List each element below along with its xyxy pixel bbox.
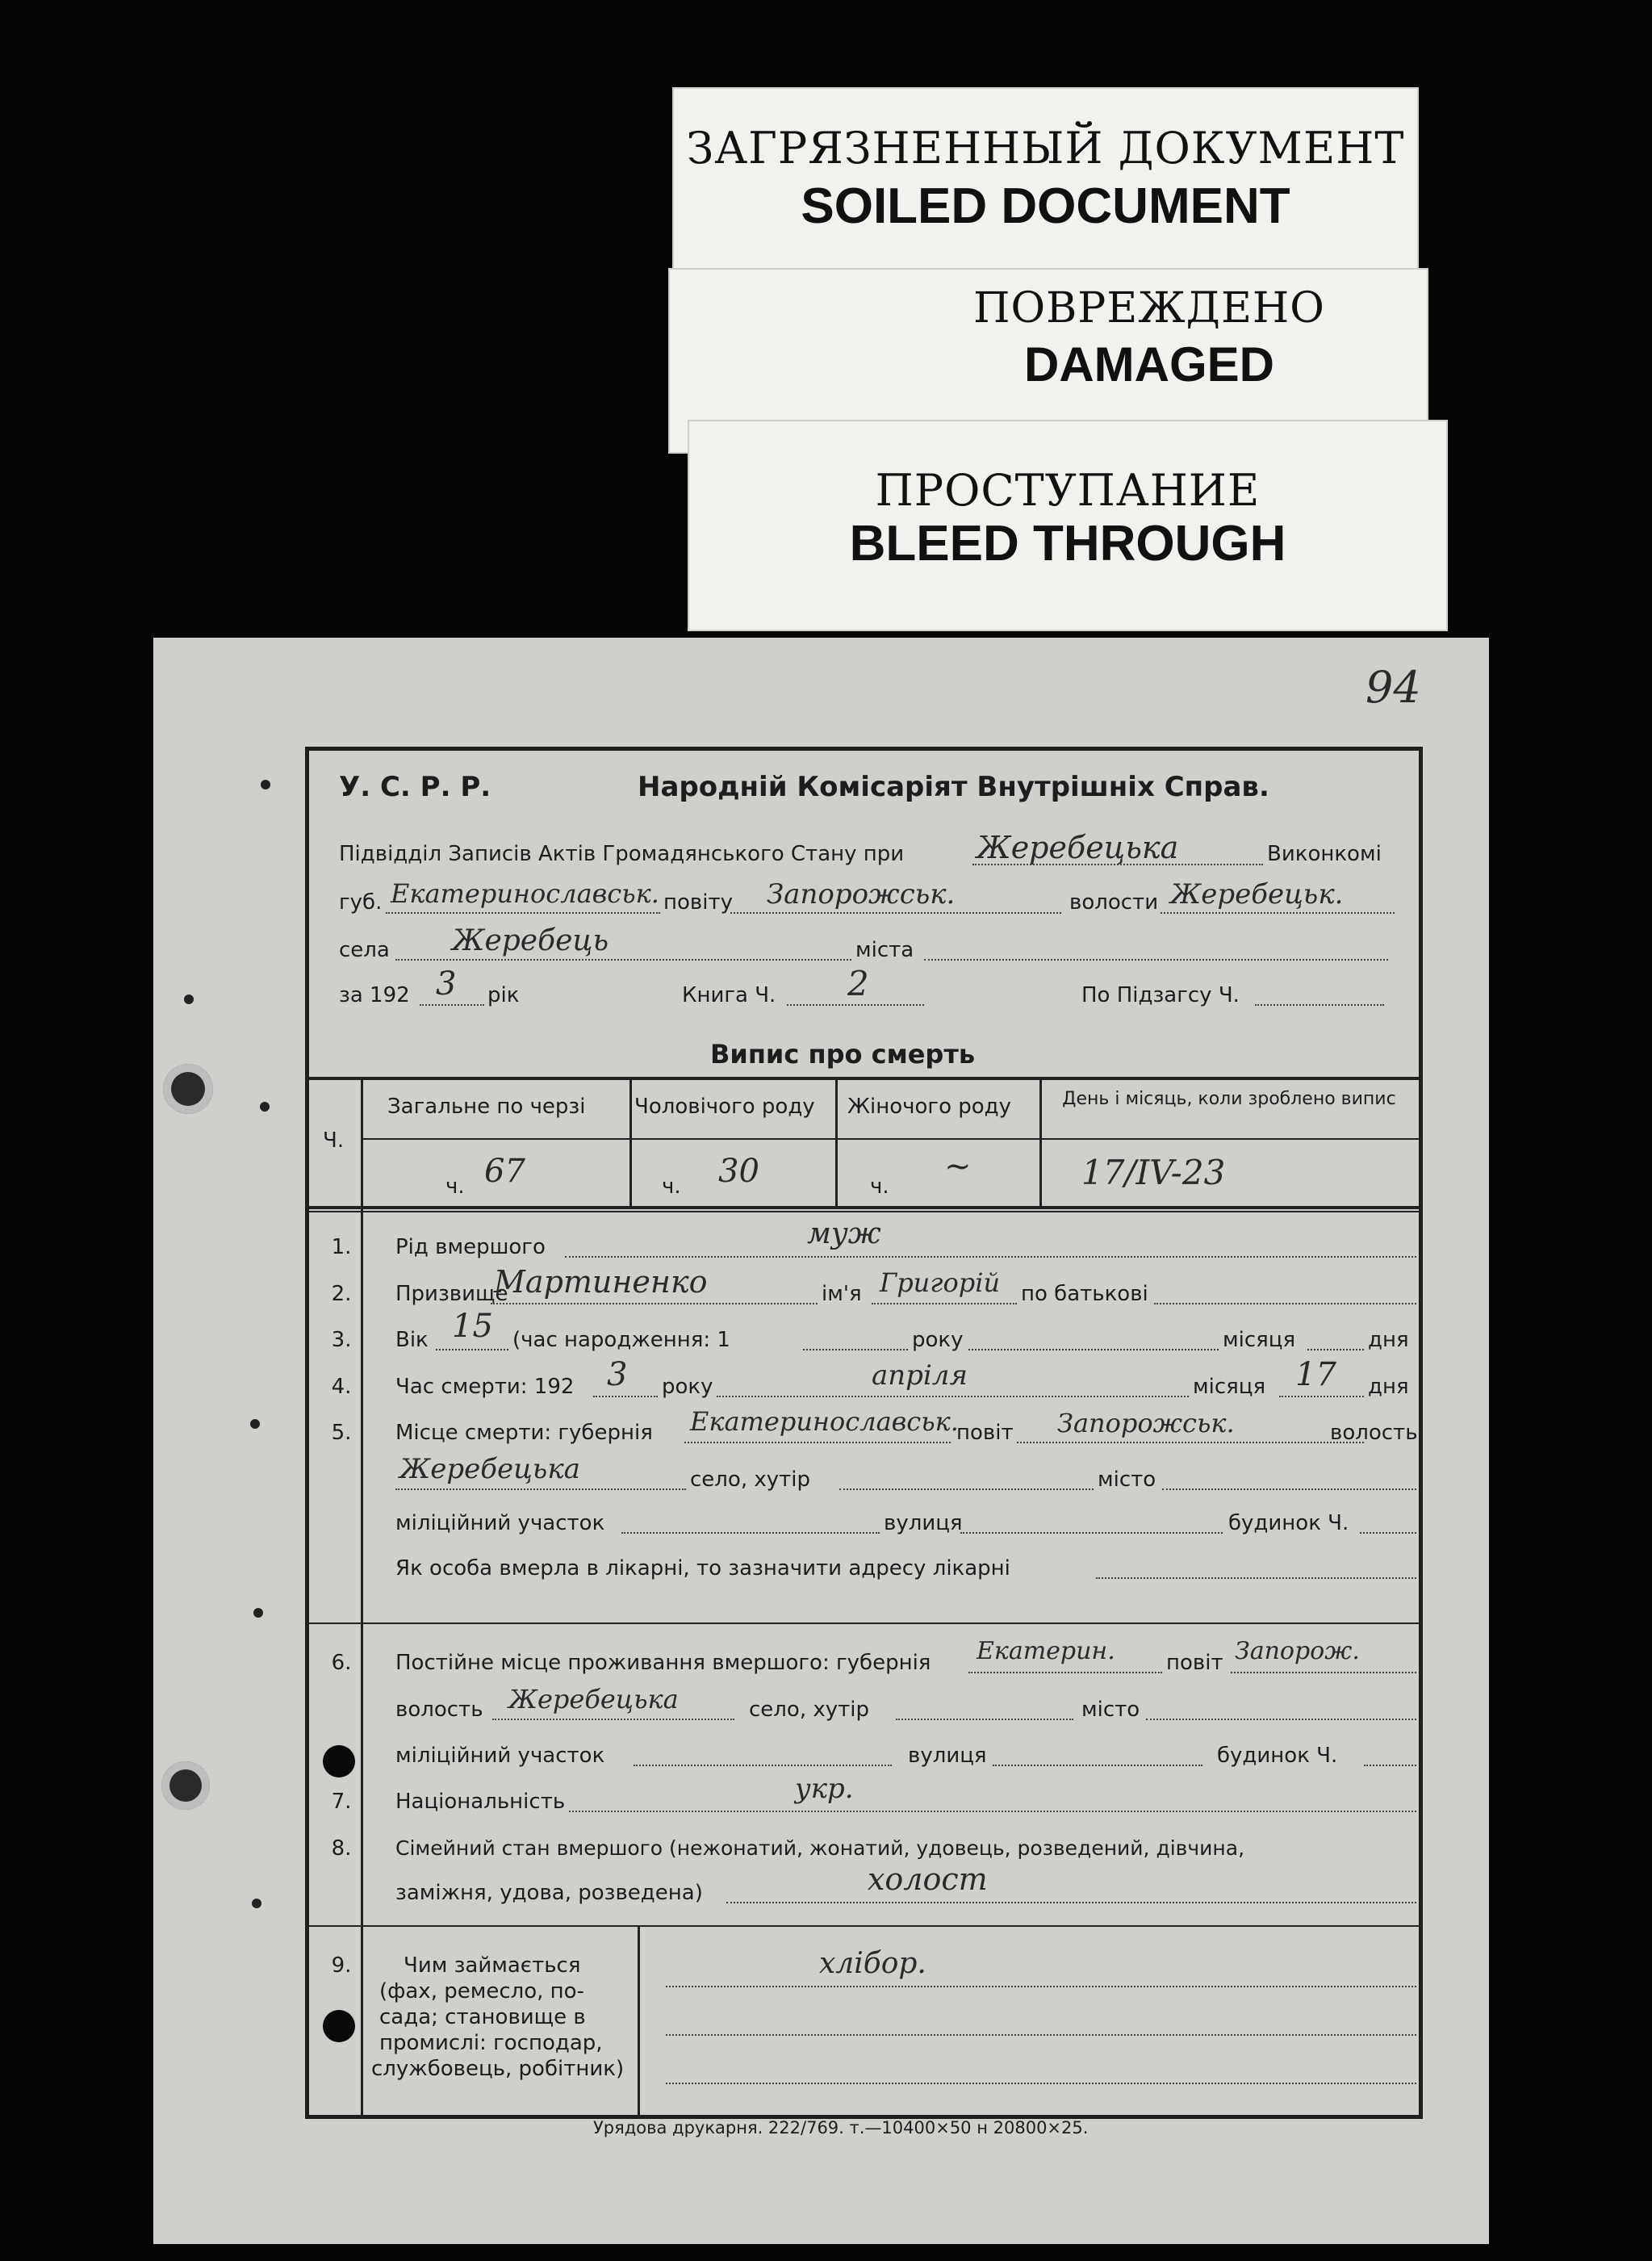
item-5-label-street: вулиця bbox=[884, 1511, 963, 1535]
item-1-label: Рід вмершого bbox=[395, 1235, 546, 1259]
item-6-label-volost: волость bbox=[395, 1698, 483, 1722]
item-5-label-selo: село, хутір bbox=[690, 1468, 810, 1492]
punch-hole-ring bbox=[163, 1064, 213, 1114]
item-5-gub: Екатеринославськ. bbox=[690, 1406, 959, 1437]
page-number: 94 bbox=[1366, 662, 1421, 713]
gub-handwritten: Екатеринославськ. bbox=[391, 878, 659, 909]
povit-underline bbox=[730, 912, 1061, 914]
item-5-label-militia: міліційний участок bbox=[395, 1511, 605, 1535]
gub-underline bbox=[386, 912, 660, 914]
item-6-label-povit: повіт bbox=[1166, 1651, 1223, 1675]
item-4-month: апріля bbox=[872, 1359, 968, 1392]
item-6-underline bbox=[896, 1719, 1073, 1720]
mista-label: міста bbox=[855, 938, 914, 962]
item-7-nationality: укр. bbox=[795, 1773, 854, 1805]
table-col-female: Жіночого роду bbox=[847, 1095, 1012, 1119]
item-9-label: сада; становище в bbox=[379, 2005, 586, 2029]
table-col-rule bbox=[835, 1077, 838, 1206]
item-5-label-povit: повіт bbox=[956, 1421, 1014, 1445]
item-5-underline bbox=[395, 1488, 686, 1490]
item-6-underline bbox=[1146, 1719, 1416, 1720]
section-rule bbox=[309, 1925, 1419, 1927]
povit-label: повіту bbox=[663, 890, 733, 915]
item-6-label-house: будинок Ч. bbox=[1217, 1744, 1338, 1768]
item-2-underline bbox=[1154, 1303, 1416, 1304]
item-number: 1. bbox=[331, 1235, 352, 1259]
year-label: за 192 bbox=[339, 983, 410, 1007]
kniga-underline bbox=[787, 1004, 924, 1006]
item-3-label-year: року bbox=[912, 1328, 964, 1352]
item-9-label: промислі: господар, bbox=[379, 2031, 603, 2055]
item-9-underline bbox=[666, 2034, 1416, 2036]
printer-imprint: Урядова друкарня. 222/769. т.—10400×50 н 20800×25. bbox=[593, 2118, 1089, 2137]
item-5-underline bbox=[621, 1532, 880, 1534]
ink-dot bbox=[184, 994, 194, 1004]
item-2-underline bbox=[491, 1303, 818, 1304]
item-6-underline bbox=[634, 1765, 892, 1766]
ink-dot bbox=[252, 1899, 261, 1908]
item-7-underline bbox=[569, 1811, 1416, 1812]
item-number: 5. bbox=[331, 1421, 352, 1445]
item-3-label-birth: (час народження: 1 bbox=[512, 1328, 730, 1352]
item-number: 4. bbox=[331, 1375, 352, 1399]
table-val-female: ~ bbox=[944, 1148, 972, 1185]
soiled-document-card bbox=[672, 87, 1419, 297]
sela-label: села bbox=[339, 938, 390, 962]
item-6-underline bbox=[968, 1672, 1162, 1673]
item-6-gub: Екатерин. bbox=[977, 1637, 1115, 1665]
sela-underline bbox=[395, 959, 851, 961]
kniga-label: Книга Ч. bbox=[682, 983, 776, 1007]
item-5-label-place: Місце смерти: губернія bbox=[395, 1421, 653, 1445]
ink-dot bbox=[261, 780, 270, 789]
commissariat-title: Народній Комісаріят Внутрішніх Справ. bbox=[638, 771, 1269, 803]
table-col-rule bbox=[629, 1077, 632, 1206]
item-3-underline bbox=[1307, 1349, 1364, 1350]
item-8-label: Сімейний стан вмершого (нежонатий, жонатий, удовець, розведений, дівчина, bbox=[395, 1836, 1245, 1860]
item-3-age: 15 bbox=[452, 1308, 493, 1345]
item-9-underline bbox=[666, 1986, 1416, 1987]
item-5-underline bbox=[960, 1532, 1223, 1534]
table-col-date: День і місяць, коли зроблено випис bbox=[1062, 1089, 1396, 1109]
povit-handwritten: Запорожськ. bbox=[767, 878, 956, 911]
item-4-day: 17 bbox=[1295, 1356, 1336, 1393]
item-1-underline bbox=[565, 1256, 1416, 1258]
item-8-status: холост bbox=[868, 1861, 988, 1897]
item-5-underline bbox=[1096, 1577, 1416, 1579]
item-2-label-name: ім'я bbox=[822, 1282, 862, 1306]
table-val-male: 30 bbox=[718, 1153, 759, 1190]
table-val-date: 17/IV-23 bbox=[1081, 1153, 1226, 1192]
soiled-ru-label: ЗАГРЯЗНЕННЫЙ ДОКУМЕНТ bbox=[686, 123, 1405, 174]
soiled-en-label: SOILED DOCUMENT bbox=[801, 178, 1290, 234]
item-1-handwritten: муж bbox=[807, 1217, 881, 1250]
item-4-label-year: року bbox=[662, 1375, 713, 1399]
table-ch-prefix: ч. bbox=[870, 1174, 889, 1199]
item-4-year: 3 bbox=[607, 1356, 628, 1393]
item-number: 2. bbox=[331, 1282, 352, 1306]
item-5-label-house: будинок Ч. bbox=[1228, 1511, 1349, 1535]
item-2-surname: Мартиненко bbox=[494, 1264, 708, 1300]
table-col-total: Загальне по черзі bbox=[387, 1095, 586, 1119]
section-rule bbox=[309, 1211, 1419, 1212]
item-number: 8. bbox=[331, 1836, 352, 1861]
item-4-label-day: дня bbox=[1368, 1375, 1409, 1399]
item-9-label: (фах, ремесло, по- bbox=[379, 1979, 584, 2003]
item-6-label-militia: міліційний участок bbox=[395, 1744, 605, 1768]
year-handwritten: 3 bbox=[436, 965, 457, 1003]
item-6-label-residence: Постійне місце проживання вмершого: губернія bbox=[395, 1651, 931, 1675]
bleed-en-label: BLEED THROUGH bbox=[849, 516, 1286, 572]
item-4-underline bbox=[593, 1396, 658, 1397]
rik-label: рік bbox=[487, 983, 520, 1007]
item-5-label-volost: волость bbox=[1330, 1421, 1418, 1445]
item-6-label-misto: місто bbox=[1081, 1698, 1140, 1722]
table-ch-prefix: ч. bbox=[445, 1174, 465, 1199]
office-line-end: Виконкомі bbox=[1267, 842, 1382, 866]
volost-underline bbox=[1161, 912, 1395, 914]
office-line-label: Підвідділ Записів Актів Громадянського Стану при bbox=[339, 842, 905, 866]
item-number: 3. bbox=[331, 1328, 352, 1352]
damaged-ru-label: ПОВРЕЖДЕНО bbox=[973, 284, 1325, 333]
table-ch-prefix: ч. bbox=[662, 1174, 681, 1199]
item-number: 9. bbox=[331, 1953, 352, 1978]
number-column-rule bbox=[361, 1206, 363, 2118]
volost-handwritten: Жеребецьк. bbox=[1170, 878, 1344, 911]
item-5-underline bbox=[839, 1488, 1094, 1490]
item-5-povit: Запорожськ. bbox=[1057, 1408, 1235, 1438]
item-5-label-misto: місто bbox=[1098, 1468, 1156, 1492]
ink-dot bbox=[260, 1102, 270, 1112]
item-6-underline bbox=[1364, 1765, 1416, 1766]
item-4-label-month: місяця bbox=[1193, 1375, 1266, 1399]
item-3-underline bbox=[968, 1349, 1219, 1350]
item-3-label-age: Вік bbox=[395, 1328, 429, 1352]
item-number: 7. bbox=[331, 1790, 352, 1814]
ink-dot bbox=[250, 1419, 260, 1429]
item-6-volost: Жеребецька bbox=[508, 1684, 679, 1715]
office-handwritten: Жеребецька bbox=[977, 830, 1179, 865]
table-val-total: 67 bbox=[484, 1153, 525, 1190]
item-5-underline bbox=[684, 1442, 951, 1443]
item-6-povit: Запорож. bbox=[1235, 1637, 1360, 1665]
item-4-underline bbox=[1279, 1396, 1364, 1397]
item-5-underline bbox=[1017, 1442, 1364, 1443]
item-5-underline bbox=[1162, 1488, 1416, 1490]
table-top-rule bbox=[309, 1077, 1419, 1080]
item-9-underline bbox=[666, 2083, 1416, 2084]
year-underline bbox=[420, 1004, 484, 1006]
item-2-label-patronymic: по батькові bbox=[1021, 1282, 1148, 1306]
item-6-label-street: вулиця bbox=[908, 1744, 987, 1768]
item-2-underline bbox=[872, 1303, 1017, 1304]
table-bottom-rule bbox=[309, 1206, 1419, 1209]
volost-label: волости bbox=[1069, 890, 1159, 915]
gub-label: губ. bbox=[339, 890, 383, 915]
table-col-rule bbox=[1039, 1077, 1042, 1206]
item-2-name: Григорій bbox=[880, 1267, 1001, 1298]
item-4-underline bbox=[717, 1396, 1189, 1397]
mista-underline bbox=[924, 959, 1388, 961]
occupation-column-rule bbox=[638, 1925, 640, 2119]
bleed-ru-label: ПРОСТУПАНИЕ bbox=[875, 465, 1261, 516]
item-3-underline bbox=[803, 1349, 908, 1350]
item-6-underline bbox=[993, 1765, 1202, 1766]
table-col-rule bbox=[361, 1077, 363, 1206]
sela-handwritten: Жеребець bbox=[452, 924, 609, 957]
ink-dot bbox=[253, 1608, 263, 1618]
item-8-label-cont: заміжня, удова, розведена) bbox=[395, 1881, 703, 1905]
bleed-through-card bbox=[688, 420, 1448, 631]
item-6-underline bbox=[1231, 1672, 1416, 1673]
table-ch-header: Ч. bbox=[323, 1128, 345, 1153]
item-2-label-surname: Призвище bbox=[395, 1282, 508, 1306]
section-rule bbox=[309, 1622, 1419, 1624]
item-3-label-month: місяця bbox=[1223, 1328, 1296, 1352]
item-5-volost: Жеребецька bbox=[399, 1453, 580, 1485]
item-9-label: Чим займається bbox=[404, 1953, 581, 1978]
document-title: Випис про смерть bbox=[710, 1039, 976, 1070]
podzagsu-underline bbox=[1255, 1004, 1384, 1006]
item-number: 6. bbox=[331, 1651, 352, 1675]
damaged-en-label: DAMAGED bbox=[1024, 337, 1274, 391]
item-3-underline bbox=[436, 1349, 508, 1350]
item-6-underline bbox=[492, 1719, 734, 1720]
item-9-occupation: хлібор. bbox=[819, 1947, 926, 1980]
item-5-underline bbox=[1360, 1532, 1416, 1534]
item-6-label-selo: село, хутір bbox=[749, 1698, 869, 1722]
item-4-label-time: Час смерти: 192 bbox=[395, 1375, 575, 1399]
item-3-label-day: дня bbox=[1368, 1328, 1409, 1352]
item-8-underline bbox=[726, 1902, 1416, 1903]
republic-abbreviation: У. С. Р. Р. bbox=[339, 771, 491, 803]
kniga-handwritten: 2 bbox=[847, 964, 869, 1003]
table-col-male: Чоловічого роду bbox=[634, 1095, 815, 1119]
item-7-label: Національність bbox=[395, 1790, 566, 1814]
punch-hole-ring bbox=[161, 1761, 210, 1810]
item-5-label-hospital: Як особа вмерла в лікарні, то зазначити адресу лікарні bbox=[395, 1556, 1010, 1581]
item-9-label: службовець, робітник) bbox=[371, 2057, 625, 2081]
podzagsu-label: По Підзагсу Ч. bbox=[1081, 983, 1240, 1007]
table-mid-rule bbox=[361, 1138, 1419, 1140]
